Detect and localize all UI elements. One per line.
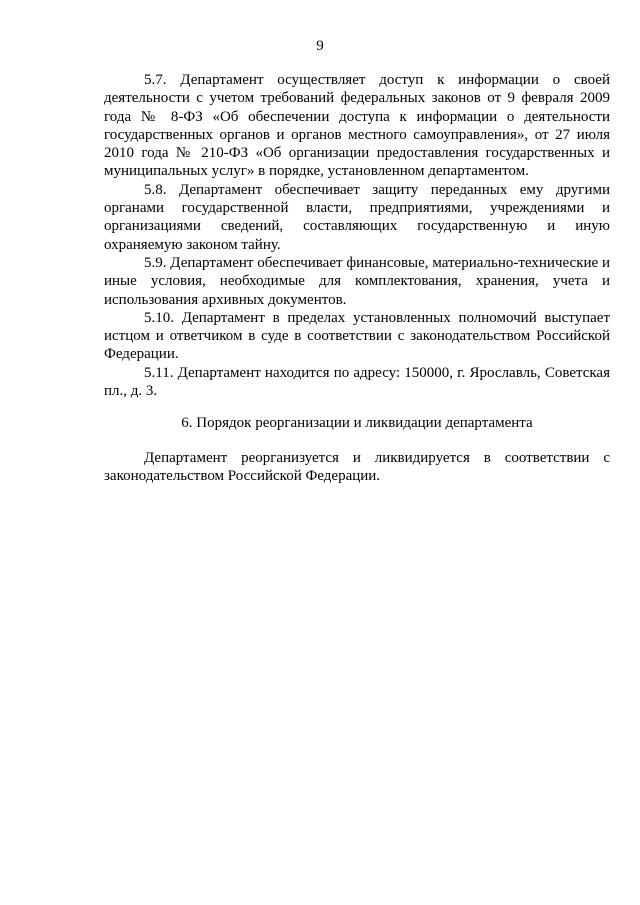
page-number: 9 [316, 38, 324, 54]
section-6-heading: 6. Порядок реорганизации и ликвидации департамента [181, 415, 533, 432]
document-body [104, 71, 610, 485]
paragraph-5-8: 5.8. Департамент обеспечивает защиту переданных ему другими органами государственной власти, предприятиями, учреждениями и организациями сведений, составляющих государственную и иную охраняемую законом тайну. [104, 181, 610, 253]
paragraph-5-7: 5.7. Департамент осуществляет доступ к информации о своей деятельности с учетом требований федеральных законов от 9 февраля 2009 года № 8-ФЗ «Об обеспечении доступа к информации о деятельности государственных органов и органов местного самоуправления», от 27 июля 2010 года № 210-ФЗ «Об организации предоставления государственных и муниципальных услуг» в порядке, установленном департаментом. [104, 72, 610, 180]
section-6-paragraph: Департамент реорганизуется и ликвидируется в соответствии с законодательством Российской Федерации. [104, 449, 610, 484]
paragraph-5-11: 5.11. Департамент находится по адресу: 150000, г. Ярославль, Советская пл., д. 3. [104, 364, 610, 400]
paragraph-5-9: 5.9. Департамент обеспечивает финансовые, материально-технические и иные условия, необходимые для комплектования, хранения, учета и использования архивных документов. [104, 254, 610, 308]
paragraph-5-10: 5.10. Департамент в пределах установленных полномочий выступает истцом и ответчиком в суде в соответствии с законодательством Российской Федерации. [104, 309, 610, 363]
